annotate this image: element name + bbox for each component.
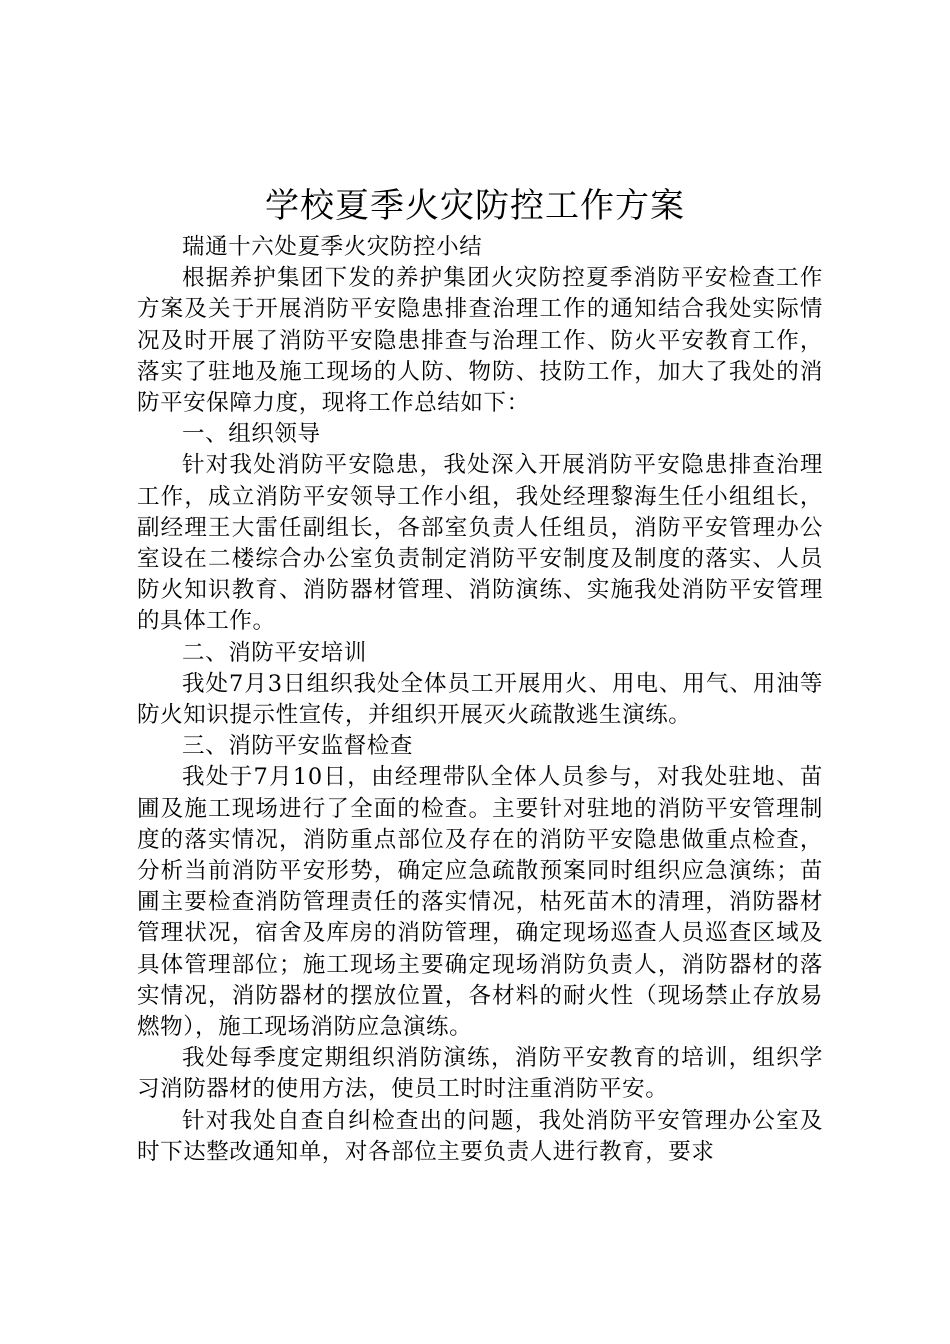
document-title: 学校夏季火灾防控工作方案 [265, 186, 685, 226]
paragraph-drills: 我处每季度定期组织消防演练，消防平安教育的培训，组织学习消防器材的使用方法，使员工时时注重消防平安。 [137, 1045, 823, 1103]
paragraph-training: 我处7月3日组织我处全体员工开展用火、用电、用气、用油等防火知识提示性宣传，并组织开展灭火疏散逃生演练。 [137, 670, 823, 729]
section-heading-inspection: 三、消防平安监督检查 [182, 733, 414, 760]
paragraph-rectification: 针对我处自查自纠检查出的问题，我处消防平安管理办公室及时下达整改通知单，对各部位主要负责人进行教育，要求 [137, 1107, 823, 1165]
paragraph-intro: 根据养护集团下发的养护集团火灾防控夏季消防平安检查工作方案及关于开展消防平安隐患排查治理工作的通知结合我处实际情况及时开展了消防平安隐患排查与治理工作、防火平安教育工作，落实了驻地及施工现场的人防、物防、技防工作，加大了我处的消防平安保障力度，现将工作总结如下： [137, 265, 823, 417]
document-body [137, 232, 823, 1168]
paragraph-subtitle: 瑞通十六处夏季火灾防控小结 [182, 234, 483, 260]
section-heading-training: 二、消防平安培训 [182, 639, 367, 666]
paragraph-organization: 针对我处消防平安隐患，我处深入开展消防平安隐患排查治理工作，成立消防平安领导工作小组，我处经理黎海生任小组组长，副经理王大雷任副组长，各部室负责人任组员，消防平安管理办公室设在二楼综合办公室负责制定消防平安制度及制度的落实、人员防火知识教育、消防器材管理、消防演练、实施我处消防平安管理的具体工作。 [137, 452, 823, 635]
paragraph-inspection: 我处于7月10日，由经理带队全体人员参与，对我处驻地、苗圃及施工现场进行了全面的检查。主要针对驻地的消防平安管理制度的落实情况，消防重点部位及存在的消防平安隐患做重点检查，分析当前消防平安形势，确定应急疏散预案同时组织应急演练；苗圃主要检查消防管理责任的落实情况，枯死苗木的清理，消防器材管理状况，宿舍及库房的消防管理，确定现场巡查人员巡查区域及具体管理部位；施工现场主要确定现场消防负责人，消防器材的落实情况，消防器材的摆放位置，各材料的耐火性（现场禁止存放易燃物），施工现场消防应急演练。 [137, 764, 823, 1041]
section-heading-organization: 一、组织领导 [182, 421, 321, 448]
